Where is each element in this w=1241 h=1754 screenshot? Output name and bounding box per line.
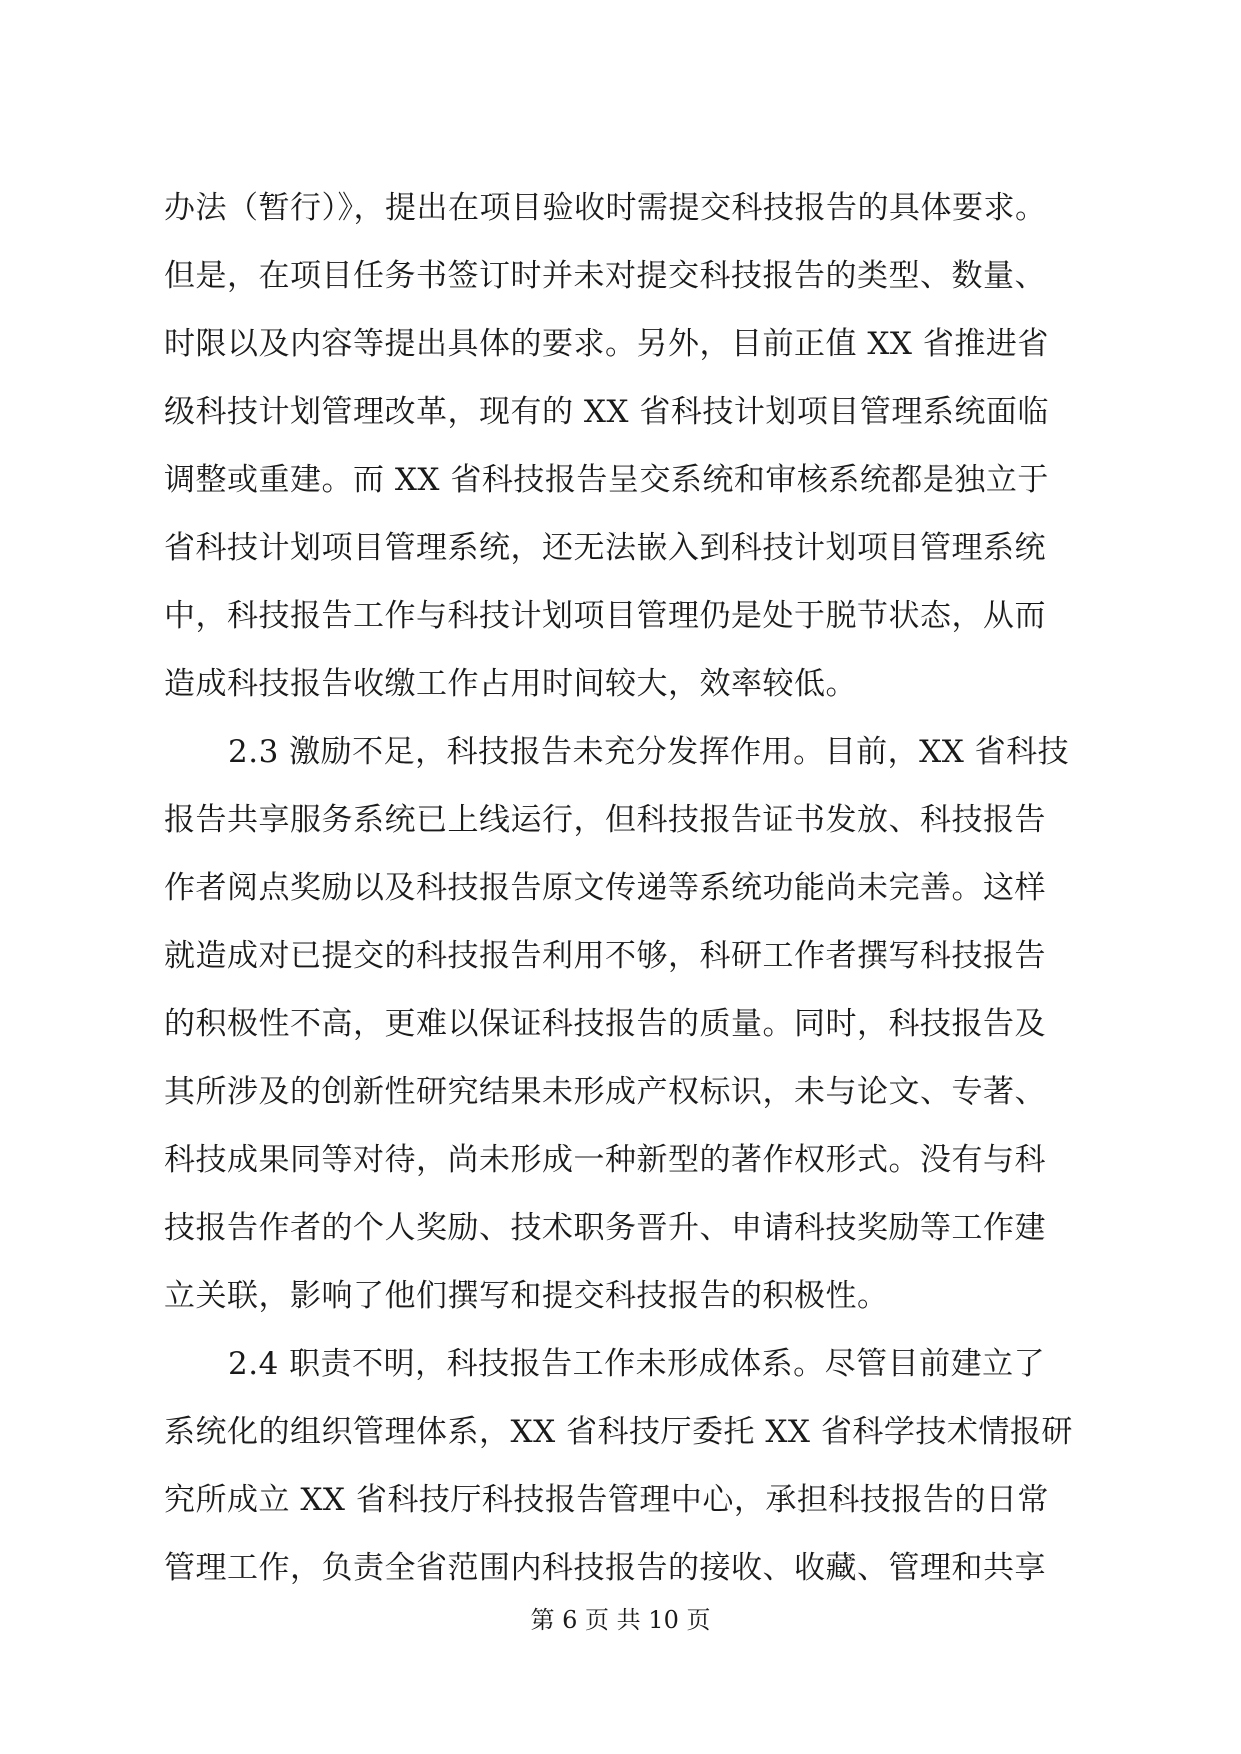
body-text-line: 作者阅点奖励以及科技报告原文传递等系统功能尚未完善。这样 bbox=[164, 870, 1046, 906]
body-text-line: 技报告作者的个人奖励、技术职务晋升、申请科技奖励等工作建 bbox=[164, 1210, 1046, 1246]
body-text-line: 究所成立 XX 省科技厅科技报告管理中心，承担科技报告的日常 bbox=[164, 1482, 1049, 1518]
body-text-line: 立关联，影响了他们撰写和提交科技报告的积极性。 bbox=[164, 1278, 889, 1314]
body-text-line: 报告共享服务系统已上线运行，但科技报告证书发放、科技报告 bbox=[164, 802, 1046, 838]
section-heading-line: 2.3 激励不足，科技报告未充分发挥作用。目前，XX 省科技 bbox=[228, 734, 1070, 770]
body-text-line: 级科技计划管理改革，现有的 XX 省科技计划项目管理系统面临 bbox=[164, 394, 1049, 430]
body-text-line: 时限以及内容等提出具体的要求。另外，目前正值 XX 省推进省 bbox=[164, 326, 1049, 362]
page-number-footer: 第 6 页 共 10 页 bbox=[530, 1606, 711, 1634]
body-text-line: 其所涉及的创新性研究结果未形成产权标识，未与论文、专著、 bbox=[164, 1074, 1046, 1110]
body-text-line: 但是，在项目任务书签订时并未对提交科技报告的类型、数量、 bbox=[164, 258, 1046, 294]
body-text-line: 造成科技报告收缴工作占用时间较大，效率较低。 bbox=[164, 666, 857, 702]
body-text-line: 系统化的组织管理体系，XX 省科技厅委托 XX 省科学技术情报研 bbox=[164, 1414, 1073, 1450]
body-text-line: 调整或重建。而 XX 省科技报告呈交系统和审核系统都是独立于 bbox=[164, 462, 1049, 498]
body-text-line: 管理工作，负责全省范围内科技报告的接收、收藏、管理和共享 bbox=[164, 1550, 1046, 1586]
body-text-line: 的积极性不高，更难以保证科技报告的质量。同时，科技报告及 bbox=[164, 1006, 1046, 1042]
body-text-line: 就造成对已提交的科技报告利用不够，科研工作者撰写科技报告 bbox=[164, 938, 1046, 974]
body-text-line: 中，科技报告工作与科技计划项目管理仍是处于脱节状态，从而 bbox=[164, 598, 1046, 634]
body-text-line: 办法（暂行）》，提出在项目验收时需提交科技报告的具体要求。 bbox=[164, 190, 1047, 226]
body-text-line: 省科技计划项目管理系统，还无法嵌入到科技计划项目管理系统 bbox=[164, 530, 1046, 566]
section-heading-line: 2.4 职责不明，科技报告工作未形成体系。尽管目前建立了 bbox=[228, 1346, 1046, 1382]
body-text-line: 科技成果同等对待，尚未形成一种新型的著作权形式。没有与科 bbox=[164, 1142, 1046, 1178]
